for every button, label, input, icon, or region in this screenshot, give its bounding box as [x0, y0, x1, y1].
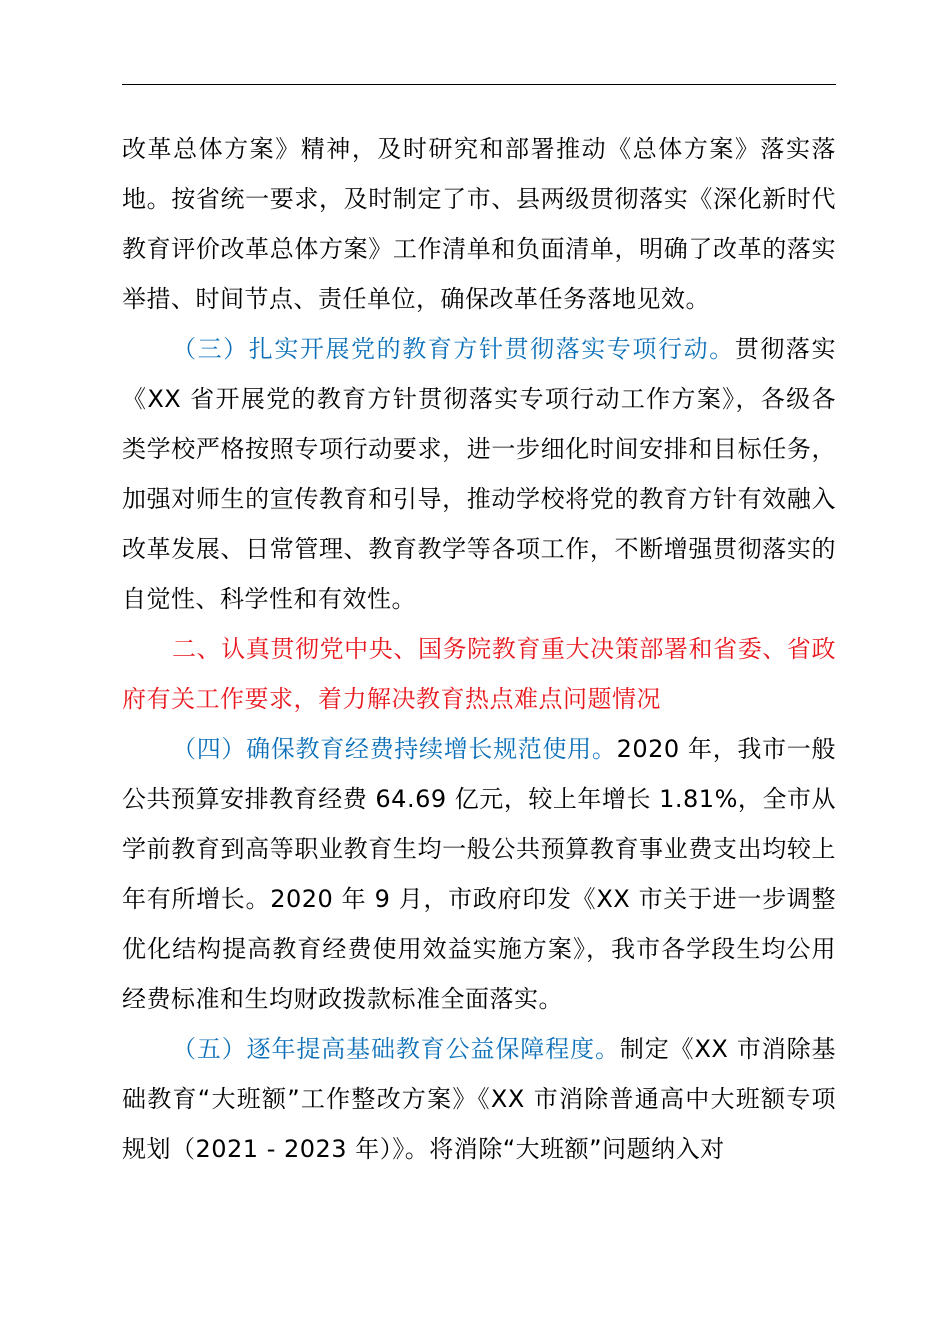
subheading-4: （四）确保教育经费持续增长规范使用。	[172, 735, 617, 763]
paragraph-item-4	[122, 724, 836, 1024]
paragraph-text: 制定《XX 市消除基础教育“大班额”工作整改方案》《XX 市消除普通高中大班额专项规划（2021 - 2023 年）》。将消除“大班额”问题纳入对	[122, 1035, 836, 1163]
subheading-3: （三）扎实开展党的教育方针贯彻落实专项行动。	[172, 335, 735, 363]
document-body	[122, 124, 836, 1174]
paragraph-item-5	[122, 1024, 836, 1174]
subheading-5: （五）逐年提高基础教育公益保障程度。	[172, 1035, 620, 1063]
paragraph-item-3	[122, 324, 836, 624]
paragraph-continuation	[122, 124, 836, 324]
header-rule	[122, 84, 836, 85]
paragraph-text: 改革总体方案》精神，及时研究和部署推动《总体方案》落实落地。按省统一要求，及时制定了市、县两级贯彻落实《深化新时代教育评价改革总体方案》工作清单和负面清单，明确了改革的落实举措、时间节点、责任单位，确保改革任务落地见效。	[122, 135, 836, 313]
paragraph-text: 贯彻落实《XX 省开展党的教育方针贯彻落实专项行动工作方案》，各级各类学校严格按照专项行动要求，进一步细化时间安排和目标任务，加强对师生的宣传教育和引导，推动学校将党的教育方针有效融入改革发展、日常管理、教育教学等各项工作，不断增强贯彻落实的自觉性、科学性和有效性。	[122, 335, 837, 613]
section-title-2: 二、认真贯彻党中央、国务院教育重大决策部署和省委、省政府有关工作要求，着力解决教育热点难点问题情况	[122, 635, 836, 713]
paragraph-text: 2020 年，我市一般公共预算安排教育经费 64.69 亿元，较上年增长 1.81%，全市从学前教育到高等职业教育生均一般公共预算教育事业费支出均较上年有所增长。2020 年 9 月，市政府印发《XX 市关于进一步调整优化结构提高教育经费使用效益实施方案》，我市各学段生均公用经费标准和生均财政拨款标准全面落实。	[122, 735, 836, 1013]
